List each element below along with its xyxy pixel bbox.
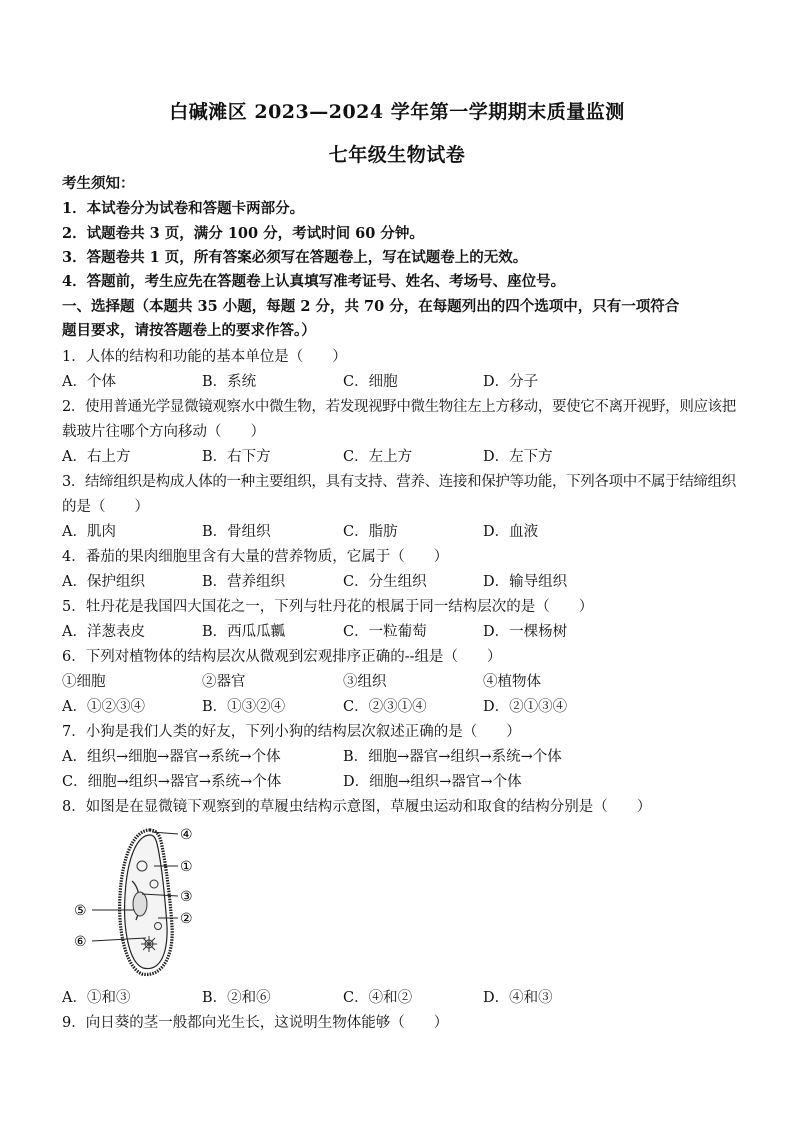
option-a: A．组织→细胞→器官→系统→个体 bbox=[62, 749, 281, 765]
option-a: A．洋葱表皮 bbox=[62, 624, 145, 640]
option-a: A．①和③ bbox=[62, 990, 131, 1006]
question-stem: 4．番茄的果肉细胞里含有大量的营养物质，它属于（ ） bbox=[62, 549, 449, 565]
figure-label: ④ bbox=[180, 827, 193, 843]
option-d: D．左下方 bbox=[483, 449, 553, 465]
option-b: B．骨组织 bbox=[202, 524, 271, 540]
list-item: ③组织 bbox=[343, 674, 387, 690]
option-d: D．血液 bbox=[483, 524, 539, 540]
list-item: ②器官 bbox=[202, 674, 246, 690]
option-a: A．右上方 bbox=[62, 449, 131, 465]
question-stem: 8．如图是在显微镜下观察到的草履虫结构示意图，草履虫运动和取食的结构分别是（ ） bbox=[62, 799, 652, 815]
option-c: C．细胞→组织→器官→系统→个体 bbox=[62, 774, 282, 790]
section-heading: 一、选择题（本题共 35 小题，每题 2 分，共 70 分，在每题列出的四个选项中，只有一项符合 bbox=[62, 298, 680, 315]
option-a: A．保护组织 bbox=[62, 574, 145, 590]
figure-label: ⑥ bbox=[74, 934, 87, 950]
question-stem: 9．向日葵的茎一般都向光生长，这说明生物体能够（ ） bbox=[62, 1015, 449, 1031]
figure-label: ⑤ bbox=[74, 903, 87, 919]
question-stem: 7．小狗是我们人类的好友，下列小狗的结构层次叙述正确的是（ ） bbox=[62, 724, 521, 740]
option-b: B．西瓜瓜瓤 bbox=[202, 624, 286, 640]
exam-subtitle: 七年级生物试卷 bbox=[328, 144, 466, 166]
option-d: D．一棵杨树 bbox=[483, 624, 568, 640]
figure-label: ③ bbox=[180, 889, 193, 905]
option-c: C．左上方 bbox=[343, 449, 413, 465]
question-stem-cont: 的是（ ） bbox=[62, 499, 149, 515]
option-d: D．②①③④ bbox=[483, 699, 568, 715]
option-a: A．①②③④ bbox=[62, 699, 145, 715]
exam-title: 白碱滩区 2023—2024 学年第一学期期末质量监测 bbox=[169, 101, 625, 123]
notice-item: 3．答题卷共 1 页，所有答案必须写在答题卷上，写在试题卷上的无效。 bbox=[62, 249, 528, 266]
figure-label: ② bbox=[180, 911, 193, 927]
option-b: B．②和⑥ bbox=[202, 990, 271, 1006]
question-stem: 1．人体的结构和功能的基本单位是（ ） bbox=[62, 349, 347, 365]
option-b: B．系统 bbox=[202, 374, 257, 390]
list-item: ①细胞 bbox=[62, 674, 106, 690]
option-c: C．脂肪 bbox=[343, 524, 398, 540]
option-c: C．④和② bbox=[343, 990, 413, 1006]
notice-item: 1．本试卷分为试卷和答题卡两部分。 bbox=[62, 200, 305, 217]
question-stem: 5．牡丹花是我国四大国花之一，下列与牡丹花的根属于同一结构层次的是（ ） bbox=[62, 599, 594, 615]
notice-item: 4．答题前，考生应先在答题卷上认真填写准考证号、姓名、考场号、座位号。 bbox=[62, 273, 566, 290]
section-heading-cont: 题目要求，请按答题卷上的要求作答。） bbox=[62, 322, 316, 339]
list-item: ④植物体 bbox=[483, 674, 541, 690]
option-c: C．分生组织 bbox=[343, 574, 427, 590]
option-a: A．个体 bbox=[62, 374, 116, 390]
paramecium-diagram bbox=[62, 826, 202, 978]
option-c: C．细胞 bbox=[343, 374, 398, 390]
option-b: B．①③②④ bbox=[202, 699, 286, 715]
question-stem-cont: 载玻片往哪个方向移动（ ） bbox=[62, 424, 265, 440]
option-a: A．肌肉 bbox=[62, 524, 116, 540]
question-stem: 2．使用普通光学显微镜观察水中微生物，若发现视野中微生物往左上方移动，要使它不离开视野，则应该把 bbox=[62, 399, 736, 415]
figure-label: ① bbox=[180, 859, 193, 875]
option-d: D．分子 bbox=[483, 374, 539, 390]
option-b: B．细胞→器官→组织→系统→个体 bbox=[343, 749, 562, 765]
option-b: B．右下方 bbox=[202, 449, 271, 465]
option-c: C．②③①④ bbox=[343, 699, 427, 715]
question-stem: 3．结缔组织是构成人体的一种主要组织，具有支持、营养、连接和保护等功能，下列各项中不属于结缔组织 bbox=[62, 474, 736, 490]
notice-item: 2．试题卷共 3 页，满分 100 分，考试时间 60 分钟。 bbox=[62, 225, 424, 242]
question-stem: 6．下列对植物体的结构层次从微观到宏观排序正确的--组是（ ） bbox=[62, 649, 502, 665]
notice-heading: 考生须知： bbox=[62, 175, 135, 192]
option-c: C．一粒葡萄 bbox=[343, 624, 427, 640]
paramecium-figure bbox=[62, 826, 202, 978]
option-b: B．营养组织 bbox=[202, 574, 286, 590]
option-d: D．细胞→组织→器官→个体 bbox=[343, 774, 522, 790]
option-d: D．④和③ bbox=[483, 990, 553, 1006]
option-d: D．输导组织 bbox=[483, 574, 568, 590]
